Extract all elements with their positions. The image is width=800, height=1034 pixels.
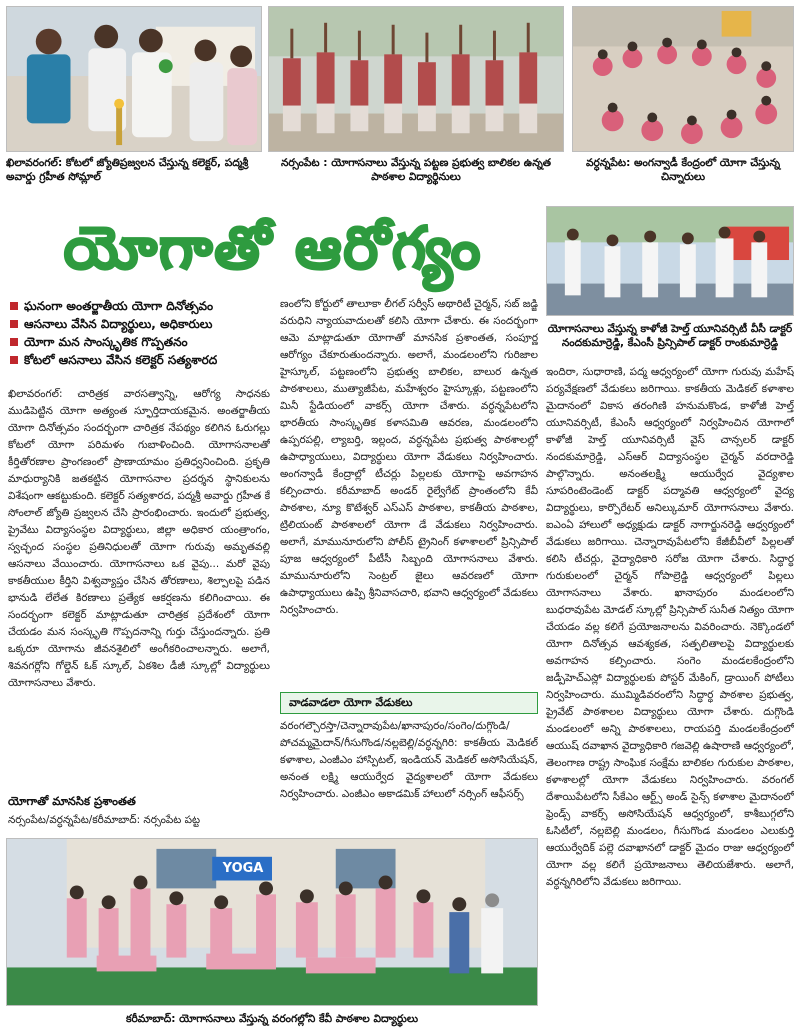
photo-caption-girls-school: నర్సంపేట : యోగాసనాలు వేస్తున్న పట్టణ ప్రభుత్వ బాలికల ఉన్నత పాఠశాల విద్యార్థినులు bbox=[280, 157, 552, 183]
article-column-3-text: ఇందిరా, సుధారాణి, పద్మ ఆధ్వర్యంలో యోగా గురువు మహేష్ పర్యవేక్షణలో వేడుకలు జరిగాయి. కాకతీయ మెడికల్ కళాశాల మైదానంలో వికాస తరంగిణి హనుమకొండ, కాళోజీ హెల్త్ యూనివర్సిటీ, కేఎంసీ ఆధ్వర్యంలో నిర్వహించిన యోగాలో కాళోజీ హెల్త్ యూనివర్సిటీ వైస్ చాన్సలర్ డాక్టర్ నందకుమార్రెడ్డి, ఎస్ఆర్ విద్యాసంస్థల చైర్మన్ వరదారెడ్డి పాల్గొన్నారు. అనంతలక్ష్మి ఆయుర్వేద వైద్యశాల సూపరింటెండెంట్ డాక్టర్ పద్మావతి ఆధ్వర్యంలో వైద్య విద్యార్థులు, కార్పొరేటర్ అనిల్కుమార్ యోగాసనాలు వేశారు. ఐఎంఏ హాలులో అధ్యక్షుడు డాక్టర్ నాగార్జునరెడ్డి ఆధ్వర్యంలో వేడుకలు జరిగాయి. చెన్నారావుపేటలోని కేజీబీవీలో పిల్లలతో కలిసి టీచర్లు, వైద్యాధికారి సరోజ యోగా చేశారు. సిద్ధార్థ గురుకులంలో చైర్మన్ గోపాల్రెడ్డి ఆధ్వర్యంలో పిల్లలు యోగాసనాలు వేశారు. ఖానాపురం మండలంలోని బుధరావుపేట మోడల్ స్కూల్లో ప్రిన్సిపాల్ సునీత నిత్యం యోగా చేయడం వల్ల కలిగే ప్రయోజనాలను వివరించారు. నెక్కొండలో యోగా దినోత్సవ ఆవశ్యకత, సత్ఫలితాలపై విద్యార్థులకు అవగాహన కల్పించారు. సంగెం మండలకేంద్రంలోని జడ్పీహెచ్ఎస్లో విద్యార్థులకు పోస్టర్ మేకింగ్, డ్రాయింగ్ పోటీలు నిర్వహించారు. ముమ్మిడివరంలోని సిద్ధార్థ పాఠశాల ప్రభుత్వ, ప్రైవేట్ పాఠశాలల విద్యార్థులు యోగా చేశారు. దుగ్గొండి మండలంలో అన్ని పాఠశాలలు, రాయపర్తి మండలకేంద్రంలో ఆయుష్ దవాఖాన వైద్యాధికారి గజవెల్లి ఉషారాణి ఆధ్వర్యంలో, తెలంగాణ రాష్ట్ర సాంఘిక సంక్షేమ బాలికల గురుకుల పాఠశాల, కళాశాలల్లో యోగా వేడుకలు నిర్వహించారు. వరంగల్ దేశాయిపేటలోని సీకేఎం ఆర్ట్స్ అండ్ సైన్స్ కళాశాల మైదానంలో ఫ్రెండ్స్ వాకర్స్ అసోసియేషన్ ఆధ్వర్యంలో, కాశీబుగ్గలోని ఓసిటీలో, నల్లబెల్లి మండలం, గీసుగొండ మండలం ఎలుకుర్తి ఆయుర్వేదిక్ పల్లె దవాఖానలో డాక్టర్ మైదం రాజు ఆధ్వర్యంలో యోగా వల్ల కలిగే ప్రయోజనాలు తెలియజేశారు. అలాగే, వర్ధన్నగిరిలోని వేడుకలు జరిగాయి. bbox=[546, 366, 794, 888]
article-column-2-box: వరంగల్చౌరస్తా/చెన్నారావుపేట/ఖానాపురం/సంగెం/దుగ్గొండి/పోచమ్మమైదాన్/గీసుగొండ/నల్లబెల్లి/వర్ధన్నగిరి: కాకతీయ మెడికల్ కళాశాల, ఎంజీఎం హాస్పిటల్, ఇండియన్ మెడికల్ అసోసియేషన్, అనంత లక్ష్మి ఆయుర్వేద వైద్యశాలలో యోగా వేడుకలు నిర్వహించారు. ఎంజీఎం అకాడమిక్ హాలులో నర్సింగ్ ఆఫీసర్స్ bbox=[280, 720, 538, 800]
highlight-item: ఆసనాలు వేసిన విద్యార్థులు, అధికారులు bbox=[8, 316, 270, 332]
highlights-list bbox=[8, 298, 270, 370]
highlight-item: యోగా మన సాంస్కృతిక గొప్పతనం bbox=[8, 334, 270, 350]
photo-collector-lamp bbox=[6, 6, 262, 152]
photo-anganwadi-kids bbox=[572, 6, 794, 152]
highlight-item: కోటలో ఆసనాలు వేసిన కలెక్టర్ సత్యశారద bbox=[8, 352, 270, 368]
photo-health-university-vc bbox=[546, 206, 794, 316]
bullet-square-icon bbox=[10, 338, 18, 346]
photo-kv-students bbox=[6, 838, 538, 1006]
subheading-mental-peace: యోగాతో మానసిక ప్రశాంతత bbox=[8, 794, 136, 808]
subheading-yoga-celebrations: వాడవాడలా యోగా వేడుకలు bbox=[280, 692, 538, 714]
article-column-1-text: ఖిలావరంగల్: చారిత్రక వారసత్వాన్ని, ఆరోగ్య సాధనకు ముడిపెట్టిన యోగా అత్యంత స్ఫూర్తిదాయకమైన. అంతర్జాతీయ యోగా దినోత్సవం సందర్భంగా చారిత్రక నేపథ్యం కలిగిన ఓరుగల్లు కోటలో యోగా పరిమళం గుబాళించింది. యోగాసనాలతో కీర్తితోరణాల ప్రాంగణంలో ప్రాణాయామం ప్రతిధ్వనించింది. ప్రకృతి మాధుర్యానికి జతకట్టిన యోగాసనాల ప్రదర్శన స్థానికులను విశేషంగా ఆకట్టుకుంది. కలెక్టర్ సత్యశారద, పద్మశ్రీ అవార్డు గ్రహీత కే సోంలాల్ జ్యోతి ప్రజ్వలన చేసి ప్రారంభించారు. ఇందులో ప్రభుత్వ, ప్రైవేటు విద్యాసంస్థల విద్యార్థులు, జిల్లా అధికార యంత్రాంగం, స్వచ్ఛంద సంస్థల ప్రతినిధులతో యోగా గురువు అమృతవల్లి ఆసనాలు వేయించారు. యోగాసనాలు ఒక వైపు... మరో వైపు కాకతీయుల కీర్తిని విశ్వవ్యాప్తం చేసిన తోరణాలు, శిల్పాలపై పడిన భానుడి లేలేత కిరణాలు ప్రత్యేక ఆకర్షణను కలిగించాయి. ఈ సందర్భంగా కలెక్టర్ మాట్లాడుతూ చారిత్రక ప్రదేశంలో యోగా చేయడం మన సంస్కృతి గొప్పదనాన్ని గుర్తు చేస్తుందన్నారు. ప్రతి ఒక్కరూ యోగాను జీవనశైలిలో అంగీకరించాలన్నారు. అలాగే, శివనగర్లోని గోల్డెన్ ఓక్ స్కూల్, ఏకశిల డీజీ స్కూల్లో విద్యార్థులు యోగాసనాలు వేశారు. bbox=[8, 388, 270, 689]
bullet-square-icon bbox=[10, 302, 18, 310]
bullet-square-icon bbox=[10, 320, 18, 328]
article-column-1 bbox=[8, 386, 270, 790]
headline: యోగాతో ఆరోగ్యం bbox=[63, 214, 483, 282]
highlight-item: ఘనంగా అంతర్జాతీయ యోగా దినోత్సవం bbox=[8, 298, 270, 314]
yoga-banner-text: YOGA bbox=[222, 861, 264, 876]
article-column-2 bbox=[280, 296, 538, 686]
photo-caption-collector: ఖిలావరంగల్: కోటలో జ్యోతిప్రజ్వలన చేస్తున్న కలెక్టర్, పద్మశ్రీ అవార్డు గ్రహీత సోమ్లాల్ bbox=[6, 157, 249, 183]
photo-girls-school-yoga bbox=[268, 6, 564, 152]
photo-caption-health-university: యోగాసనాలు వేస్తున్న కాళోజీ హెల్త్ యూనివర్సిటీ వీసీ డాక్టర్ నందకుమార్రెడ్డి, కేఎంసీ ప్రిన్సిపాల్ డాక్టర్ రాంకుమార్రెడ్డి bbox=[547, 323, 793, 349]
article-column-1-tail: నర్సంపేట/వర్ధన్నపేట/కరీమాబాద్: నర్సంపేట పట్ట bbox=[8, 814, 201, 826]
article-column-3 bbox=[546, 364, 794, 1028]
photo-caption-kv-students: కరీమాబాద్: యోగాసనాలు వేస్తున్న వరంగల్లోని కేవీ పాఠశాల విద్యార్థులు bbox=[126, 1013, 418, 1025]
bullet-square-icon bbox=[10, 356, 18, 364]
article-column-2-text: ణంలోని కోర్టులో తాలూకా లీగల్ సర్వీస్ అథారిటీ చైర్మన్, సబ్ జడ్జి వరుధిని న్యాయవాదులతో కలిసి యోగా చేశారు. ఈ సందర్భంగా ఆమె మాట్లాడుతూ యోగాతో మానసిక ప్రశాంతత, సంపూర్ణ ఆరోగ్యం చేకూరుతుందన్నారు. అలాగే, మండలంలోని గురిజాల హైస్కూల్, పట్టణంలోని ప్రభుత్వ బాలికల, బాలుర ఉన్నత పాఠశాలలు, ముత్యాజీపేట, మహేశ్వరం హైస్కూళ్లు, పట్టణంలోని మినీ స్టేడియంలో వాకర్స్ యోగా చేశారు. వర్ధన్నపేటలోని భారతీయ సాంస్కృతిక కళాసమితి ఆవరణ, మండలంలోని ఉప్పరపల్లి, ల్యాబర్తి, ఇల్లంద, వర్ధన్నపేట ప్రభుత్వ పాఠశాలల్లో ఉపాధ్యాయులు, విద్యార్థులు యోగా వేడుకలు నిర్వహించారు. అంగన్వాడీ కేంద్రాల్లో టీచర్లు పిల్లలకు యోగాపై అవగాహన కల్పించారు. కరీమాబాద్ అండర్ రైల్వేగేట్ ప్రాంతంలోని కేవీ పాఠశాల, న్యూ కొటేశ్వర్ ఎస్ఎస్ పాఠశాల, కాకతీయ పాఠశాల, ట్రిలియంట్ పాఠశాలలో యోగా డే వేడుకలు నిర్వహించారు. అలాగే, మామునూరులోని పోలీస్ ట్రైనింగ్ కళాశాలలో ప్రిన్సిపాల్ పూజ ఆధ్వర్యంలో పీటీసీ సిబ్బంది యోగాసనాలు వేశారు. మామునూరులోని సెంట్రల్ జైలు ఆవరణలో యోగా ఉపాధ్యాయులు ఉప్పి శ్రీనివాసచారి, భవాని ఆధ్వర్యంలో వేడుకలు నిర్వహించారు. bbox=[280, 298, 538, 616]
photo-caption-anganwadi: వర్ధన్నపేట: అంగన్వాడీ కేంద్రంలో యోగా చేస్తున్న చిన్నారులు bbox=[586, 157, 780, 183]
